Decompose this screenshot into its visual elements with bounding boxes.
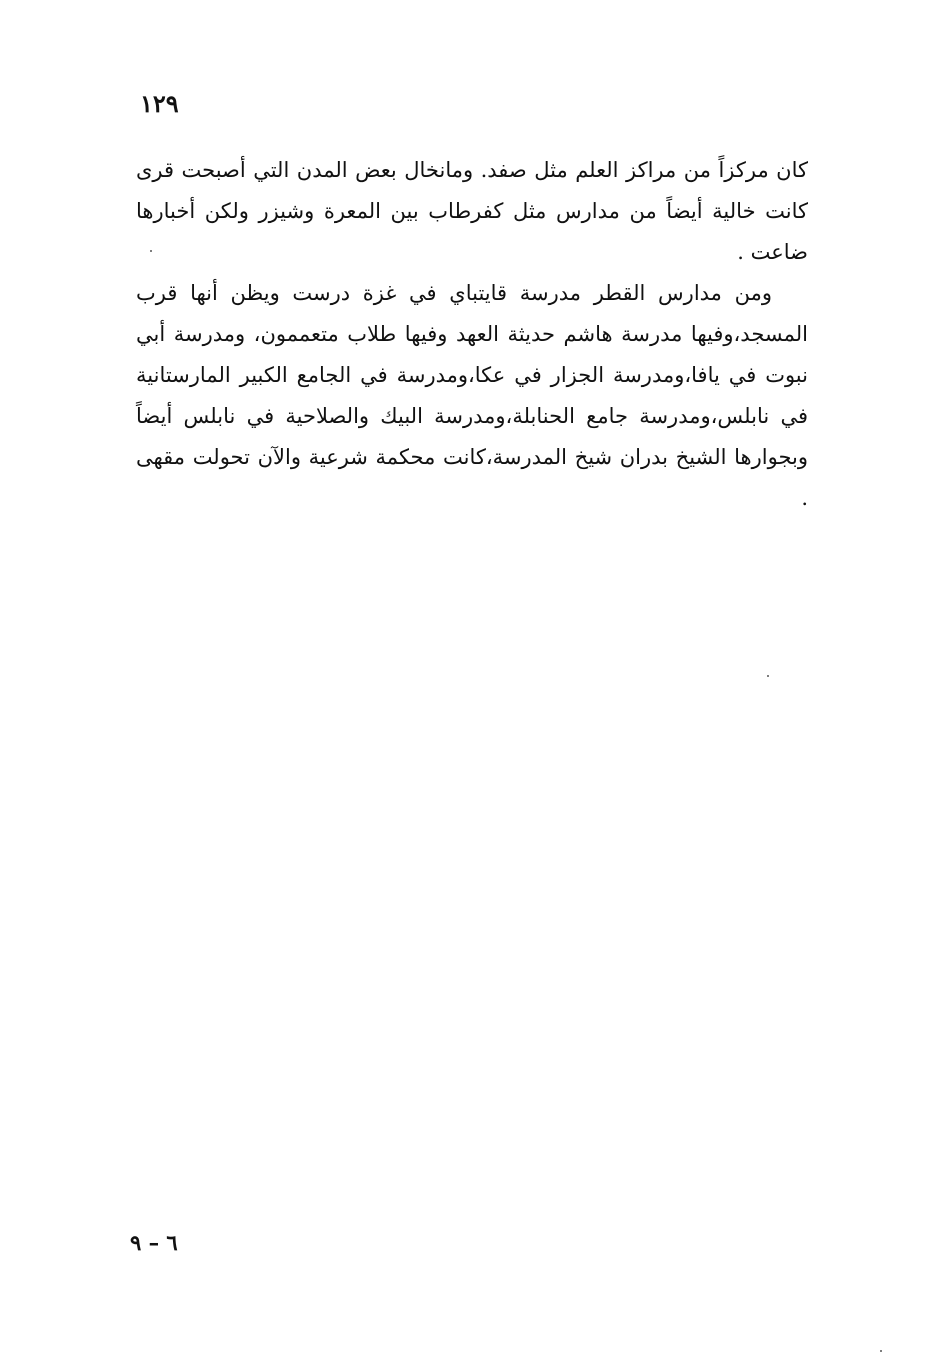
- scan-speck: [880, 1350, 882, 1352]
- paragraph-2: ومن مدارس القطر مدرسة قايتباي في غزة درست ويظن أنها قرب المسجد،وفيها مدرسة هاشم حديثة العهد وفيها طلاب متعممون، ومدرسة أبي نبوت في يافا،ومدرسة الجزار في عكا،ومدرسة في الجامع الكبير المارستانية في نابلس،ومدرسة جامع الحنابلة،ومدرسة البيك والصلاحية في نابلس أيضاً وبجوارها الشيخ بدران شيخ المدرسة،كانت محكمة شرعية والآن تحولت مقهى .: [136, 281, 808, 510]
- paragraph-1: كان مركزاً من مراكز العلم مثل صفد. ومانخال بعض المدن التي أصبحت قرى كانت خالية أيضاً من مدارس مثل كفرطاب بين المعرة وشيزر ولكن أخبارها ضاعت .: [136, 158, 808, 264]
- signature-mark: ٦ – ٩: [130, 1230, 178, 1255]
- scan-speck: [767, 675, 769, 677]
- body-text: [136, 150, 808, 519]
- scan-speck: [150, 250, 152, 252]
- page-number: ١٢٩: [140, 89, 179, 118]
